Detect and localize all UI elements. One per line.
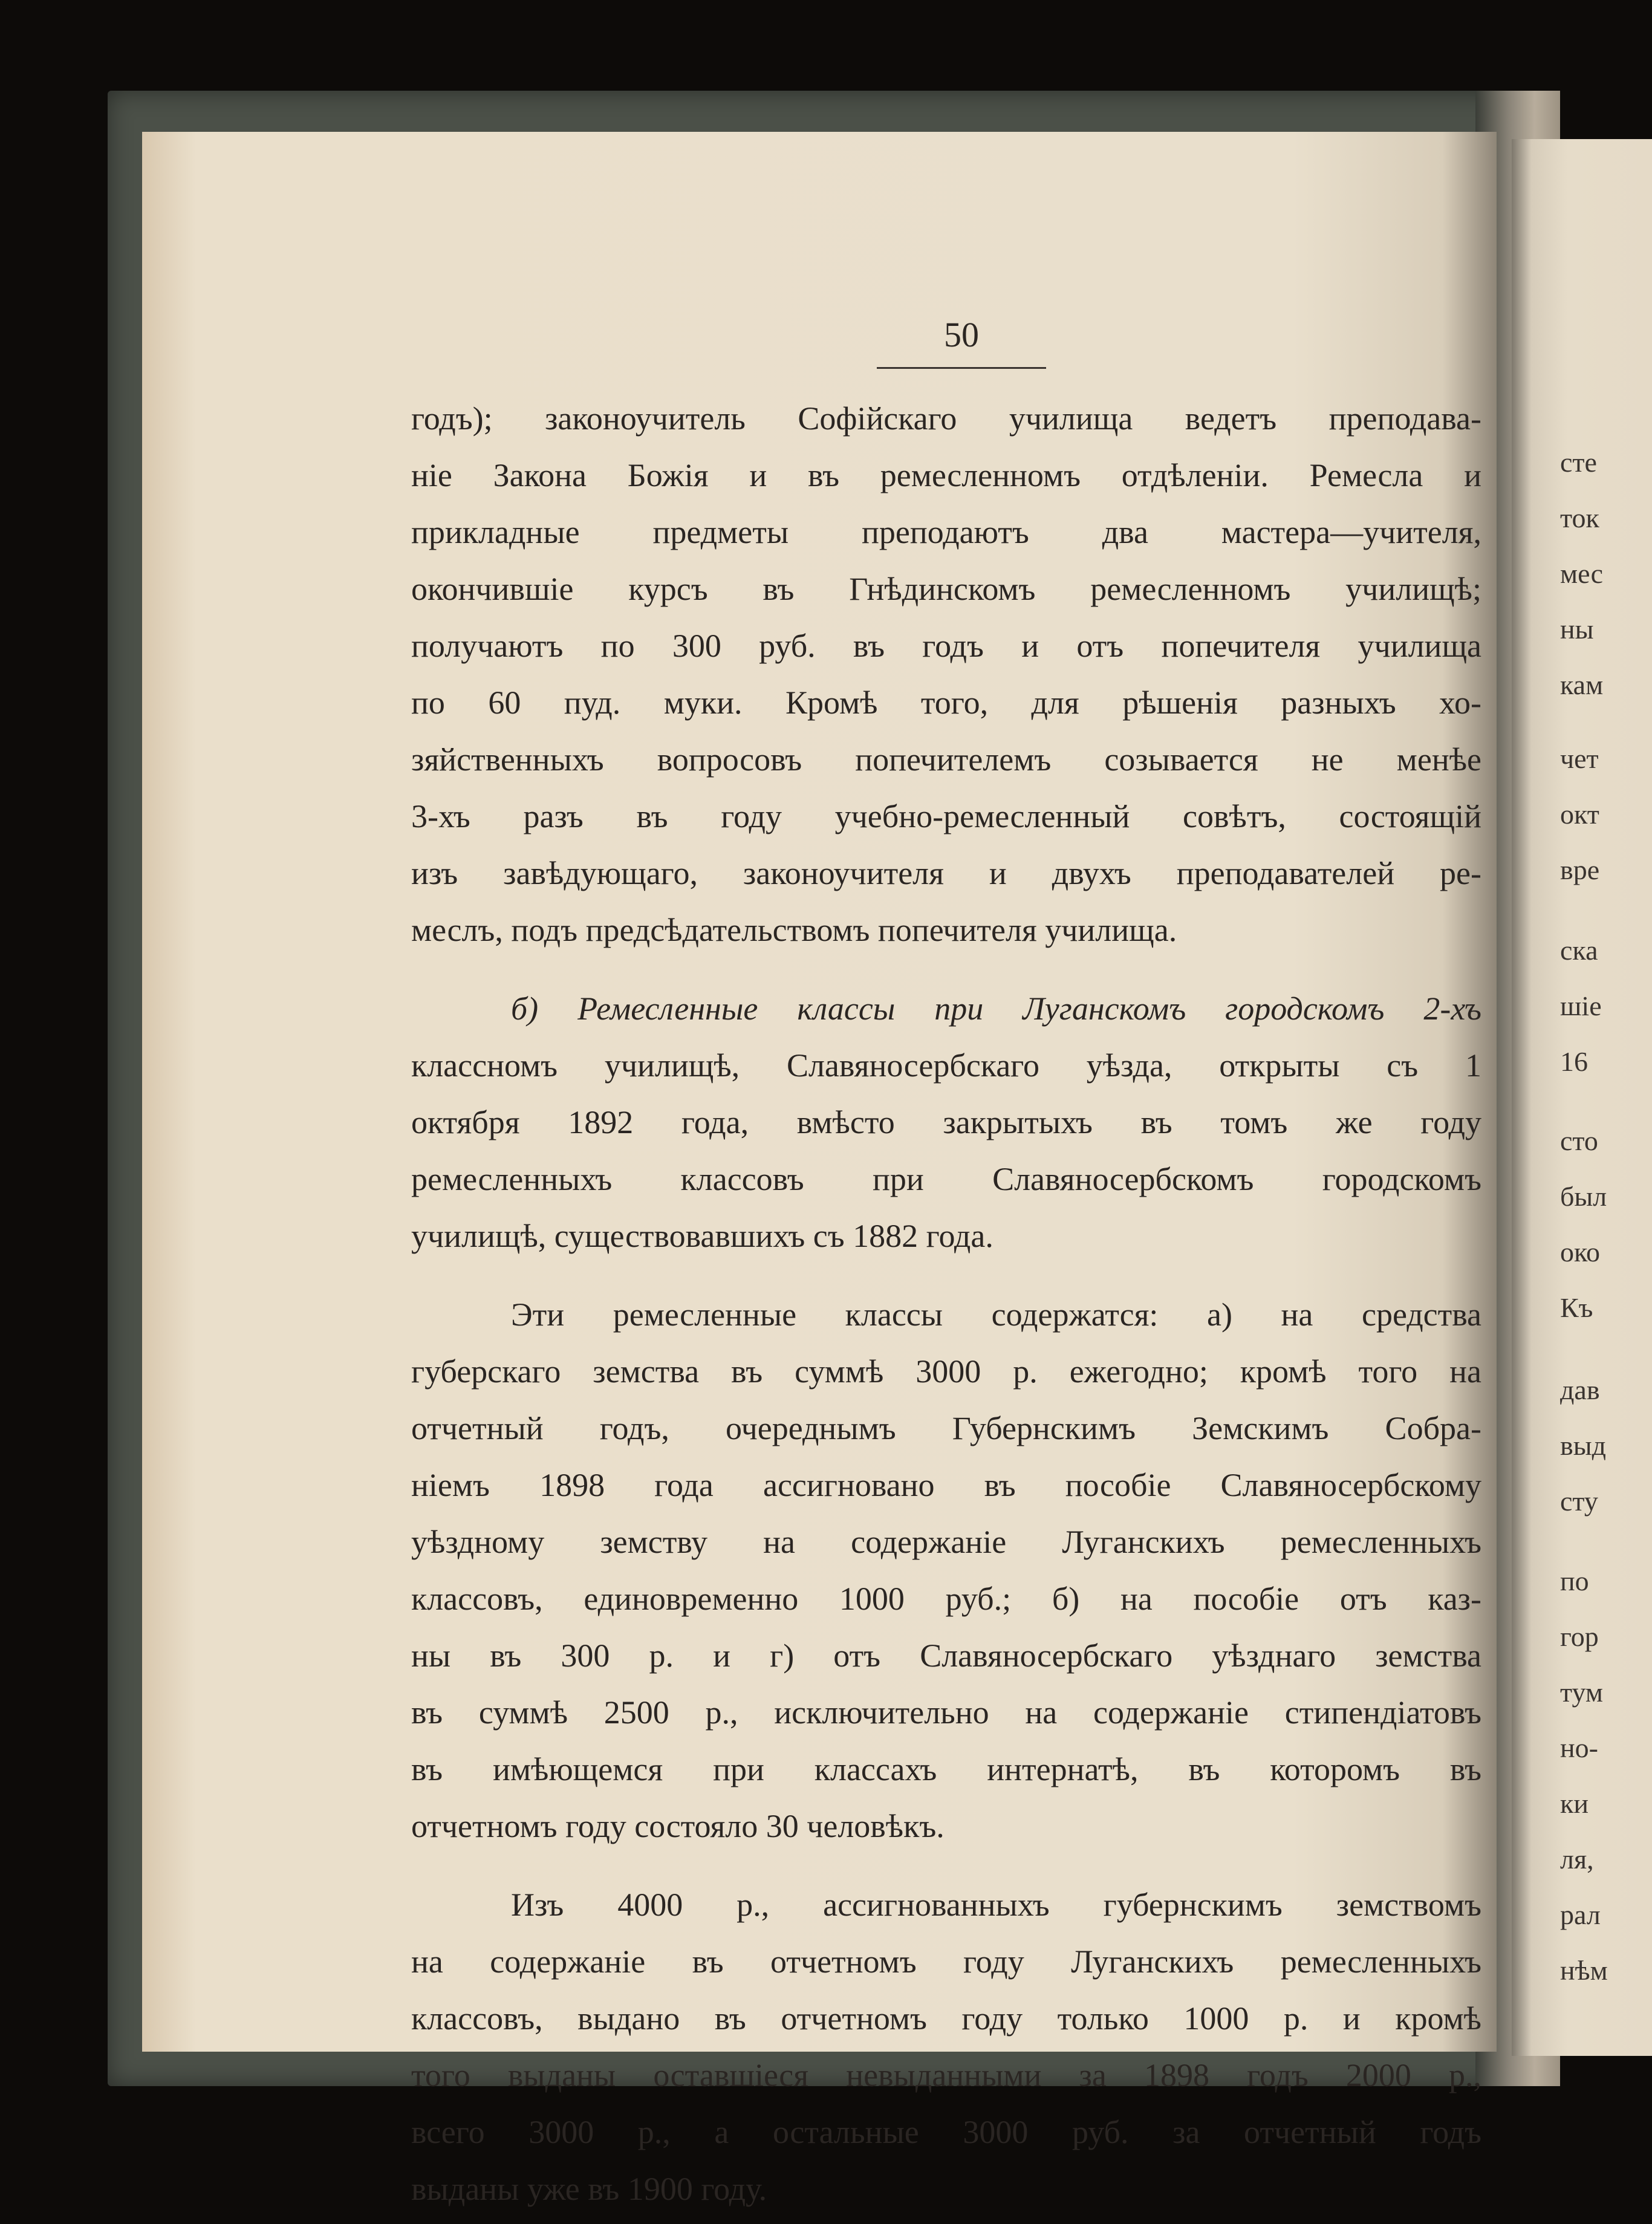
text-line: прикладные предметы преподаютъ два мастера—учителя, xyxy=(411,514,1481,550)
text-line: по 60 пуд. муки. Кромѣ того, для рѣшенія разныхъ хо- xyxy=(411,684,1481,721)
fragment: ска xyxy=(1560,935,1598,966)
text-line: Эти ремесленные классы содержатся: а) на средства xyxy=(511,1296,1481,1333)
text-line: классовъ, выдано въ отчетномъ году только 1000 р. и кромѣ xyxy=(411,2000,1481,2037)
fragment: Къ xyxy=(1560,1292,1593,1323)
text-line: ніе Закона Божія и въ ремесленномъ отдѣленіи. Ремесла и xyxy=(411,457,1481,493)
text-line: меслъ, подъ предсѣдательствомъ попечителя училища. xyxy=(411,912,1177,948)
text-line: на содержаніе въ отчетномъ году Луганскихъ ремесленныхъ xyxy=(411,1943,1481,1980)
text-line: ремесленныхъ классовъ при Славяносербскомъ городскомъ xyxy=(411,1161,1481,1197)
fragment: гор xyxy=(1560,1621,1599,1652)
fragment: дав xyxy=(1560,1374,1600,1405)
fragment: сту xyxy=(1560,1486,1598,1517)
fragment: ки xyxy=(1560,1788,1589,1819)
fragment: рал xyxy=(1560,1899,1601,1930)
fragment: был xyxy=(1560,1181,1607,1212)
text-line: ніемъ 1898 года ассигновано въ пособіе Славяносербскому xyxy=(411,1467,1481,1503)
fragment: око xyxy=(1560,1237,1601,1267)
fragment: кам xyxy=(1560,669,1604,700)
page-text xyxy=(411,390,1481,2217)
fragment: шіе xyxy=(1560,990,1602,1021)
paragraph-2 xyxy=(411,980,1481,1264)
text-line: годъ); законоучитель Софійскаго училища ведетъ преподава- xyxy=(411,400,1481,437)
right-page-text-fragments xyxy=(1560,0,1652,2224)
text-line: зяйственныхъ вопросовъ попечителемъ созывается не менѣе xyxy=(411,741,1481,778)
text-line: окончившіе курсъ въ Гнѣдинскомъ ремесленномъ училищѣ; xyxy=(411,571,1481,607)
fragment: но- xyxy=(1560,1732,1598,1763)
text-line: выданы уже въ 1900 году. xyxy=(411,2171,767,2207)
paragraph-4 xyxy=(411,1876,1481,2217)
text-line: классномъ училищѣ, Славяносербскаго уѣзда, открыты съ 1 xyxy=(411,1047,1481,1084)
text-line: въ суммѣ 2500 р., исключительно на содержаніе стипендіатовъ xyxy=(411,1694,1481,1731)
fragment: выд xyxy=(1560,1430,1607,1461)
fragment: чет xyxy=(1560,743,1599,774)
text-line: всего 3000 р., а остальные 3000 руб. за отчетный годъ xyxy=(411,2114,1481,2150)
fragment: сто xyxy=(1560,1125,1598,1156)
text-line: въ имѣющемся при классахъ интернатѣ, въ которомъ въ xyxy=(411,1751,1481,1787)
text-line: того выданы оставшіеся невыданными за 1898 годъ 2000 р., xyxy=(411,2057,1481,2093)
fragment: вре xyxy=(1560,854,1600,885)
paragraph-1 xyxy=(411,390,1481,958)
fragment: ток xyxy=(1560,502,1599,533)
text-line: октября 1892 года, вмѣсто закрытыхъ въ томъ же году xyxy=(411,1104,1481,1140)
paragraph-gap xyxy=(411,1855,1481,1876)
text-line: 3-хъ разъ въ году учебно-ремесленный совѣтъ, состоящій xyxy=(411,798,1481,834)
text-line: Изъ 4000 р., ассигнованныхъ губернскимъ земствомъ xyxy=(511,1887,1481,1923)
text-line: ны въ 300 р. и г) отъ Славяносербскаго уѣзднаго земства xyxy=(411,1637,1481,1674)
text-line: отчетномъ году состояло 30 человѣкъ. xyxy=(411,1808,945,1844)
fragment: ля, xyxy=(1560,1844,1594,1874)
text-line: уѣздному земству на содержаніе Луганскихъ ремесленныхъ xyxy=(411,1524,1481,1560)
text-line: б) Ремесленные классы при Луганскомъ городскомъ 2-хъ xyxy=(511,990,1481,1027)
text-line: классовъ, единовременно 1000 руб.; б) на пособіе отъ каз- xyxy=(411,1581,1481,1617)
text-line: изъ завѣдующаго, законоучителя и двухъ преподавателей ре- xyxy=(411,855,1481,891)
page-number: 50 xyxy=(877,314,1046,369)
paragraph-gap xyxy=(411,1264,1481,1286)
fragment: нѣм xyxy=(1560,1955,1608,1986)
text-line: получаютъ по 300 руб. въ годъ и отъ попечителя училища xyxy=(411,628,1481,664)
paragraph-3 xyxy=(411,1286,1481,1855)
fragment: сте xyxy=(1560,447,1597,478)
fragment: мес xyxy=(1560,558,1604,589)
paragraph-gap xyxy=(411,958,1481,980)
text-line: губерскаго земства въ суммѣ 3000 р. ежегодно; кромѣ того на xyxy=(411,1353,1481,1390)
fragment: окт xyxy=(1560,799,1599,830)
text-line: училищѣ, существовавшихъ съ 1882 года. xyxy=(411,1218,993,1254)
fragment: тум xyxy=(1560,1677,1603,1708)
fragment: ны xyxy=(1560,614,1594,645)
fragment: по xyxy=(1560,1566,1589,1596)
text-line: отчетный годъ, очереднымъ Губернскимъ Земскимъ Собра- xyxy=(411,1410,1481,1446)
fragment: 16 xyxy=(1560,1046,1588,1077)
